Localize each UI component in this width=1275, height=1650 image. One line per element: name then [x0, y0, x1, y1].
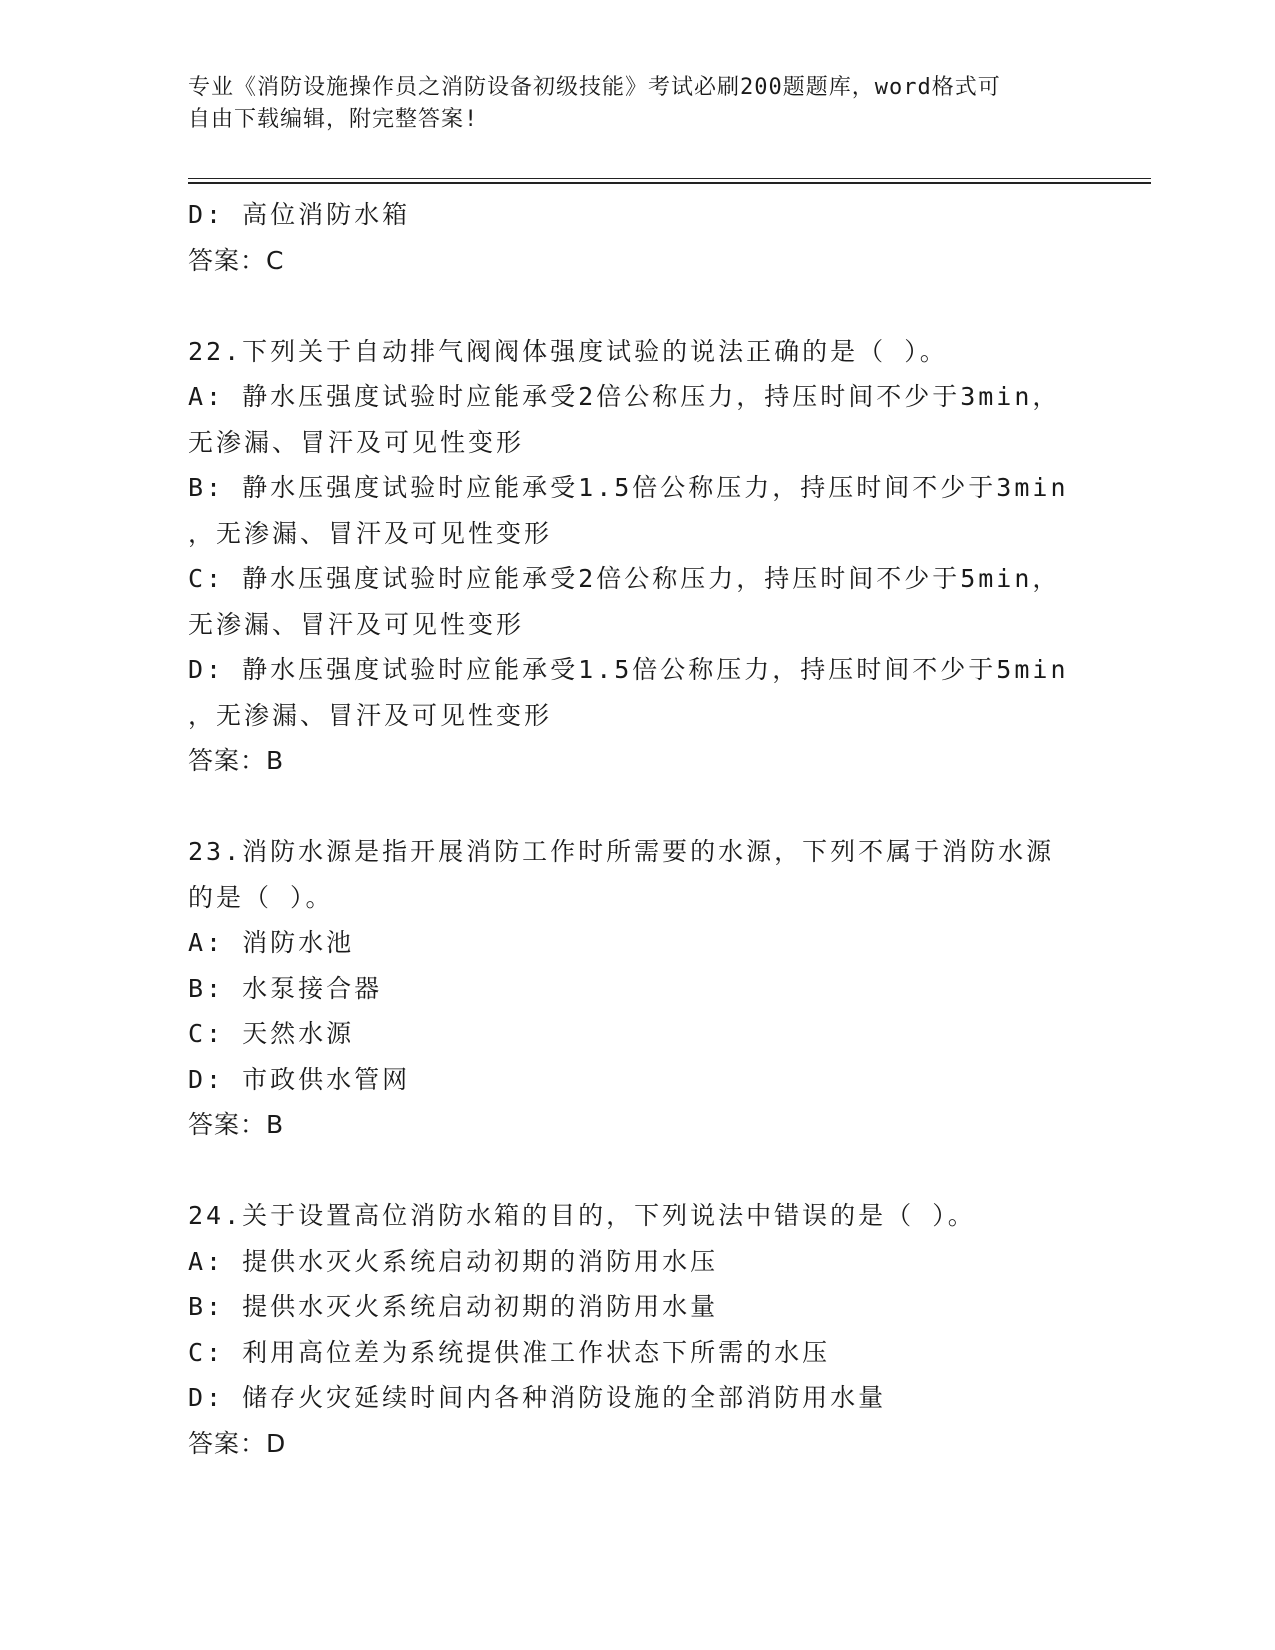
- answer-line: 答案：B: [188, 1110, 285, 1139]
- option-a: A: 静水压强度试验时应能承受2倍公称压力，持压时间不少于3min，: [188, 382, 1061, 411]
- header-line-2: 自由下载编辑，附完整答案!: [188, 107, 479, 132]
- option-b: B: 水泵接合器: [188, 973, 383, 1003]
- option-b-continued: ，无渗漏、冒汗及可见性变形: [188, 518, 553, 548]
- option-c-continued: 无渗漏、冒汗及可见性变形: [188, 609, 525, 639]
- question-23: [188, 829, 1088, 1148]
- option-a: A: 消防水池: [188, 928, 355, 957]
- option-d: D: 高位消防水箱: [188, 200, 411, 229]
- option-d: D: 储存火灾延续时间内各种消防设施的全部消防用水量: [188, 1383, 887, 1412]
- option-b: B: 提供水灭火系统启动初期的消防用水量: [188, 1292, 719, 1321]
- question-22: [188, 329, 1088, 784]
- answer-line: 答案：C: [188, 245, 285, 275]
- spacer: [188, 784, 1088, 830]
- answer-line: 答案：B: [188, 746, 285, 775]
- option-c: C: 静水压强度试验时应能承受2倍公称压力，持压时间不少于5min，: [188, 564, 1061, 593]
- page-header: [188, 72, 1088, 136]
- option-d-continued: ，无渗漏、冒汗及可见性变形: [188, 700, 553, 730]
- option-d: D: 市政供水管网: [188, 1064, 411, 1094]
- header-rule-thin: [188, 178, 1151, 179]
- option-d: D: 静水压强度试验时应能承受1.5倍公称压力，持压时间不少于5min: [188, 655, 1069, 684]
- option-a-continued: 无渗漏、冒汗及可见性变形: [188, 427, 525, 457]
- question-stem: 22.下列关于自动排气阀阀体强度试验的说法正确的是（ ）。: [188, 336, 948, 366]
- spacer: [188, 283, 1088, 329]
- question-stem: 24.关于设置高位消防水箱的目的，下列说法中错误的是（ ）。: [188, 1201, 976, 1230]
- header-line-1: 专业《消防设施操作员之消防设备初级技能》考试必刷200题题库，word格式可: [188, 75, 1001, 100]
- option-c: C: 利用高位差为系统提供准工作状态下所需的水压: [188, 1337, 831, 1367]
- question-stem: 23.消防水源是指开展消防工作时所需要的水源，下列不属于消防水源: [188, 837, 1055, 866]
- option-b: B: 静水压强度试验时应能承受1.5倍公称压力，持压时间不少于3min: [188, 473, 1069, 502]
- question-stem-continued: 的是（ ）。: [188, 882, 334, 912]
- question-list: [188, 192, 1088, 1466]
- previous-question-tail: [188, 192, 1088, 283]
- question-24: [188, 1193, 1088, 1466]
- option-c: C: 天然水源: [188, 1019, 355, 1048]
- header-rule-thick: [188, 182, 1151, 184]
- option-a: A: 提供水灭火系统启动初期的消防用水压: [188, 1246, 719, 1276]
- spacer: [188, 1148, 1088, 1194]
- answer-line: 答案：D: [188, 1428, 287, 1458]
